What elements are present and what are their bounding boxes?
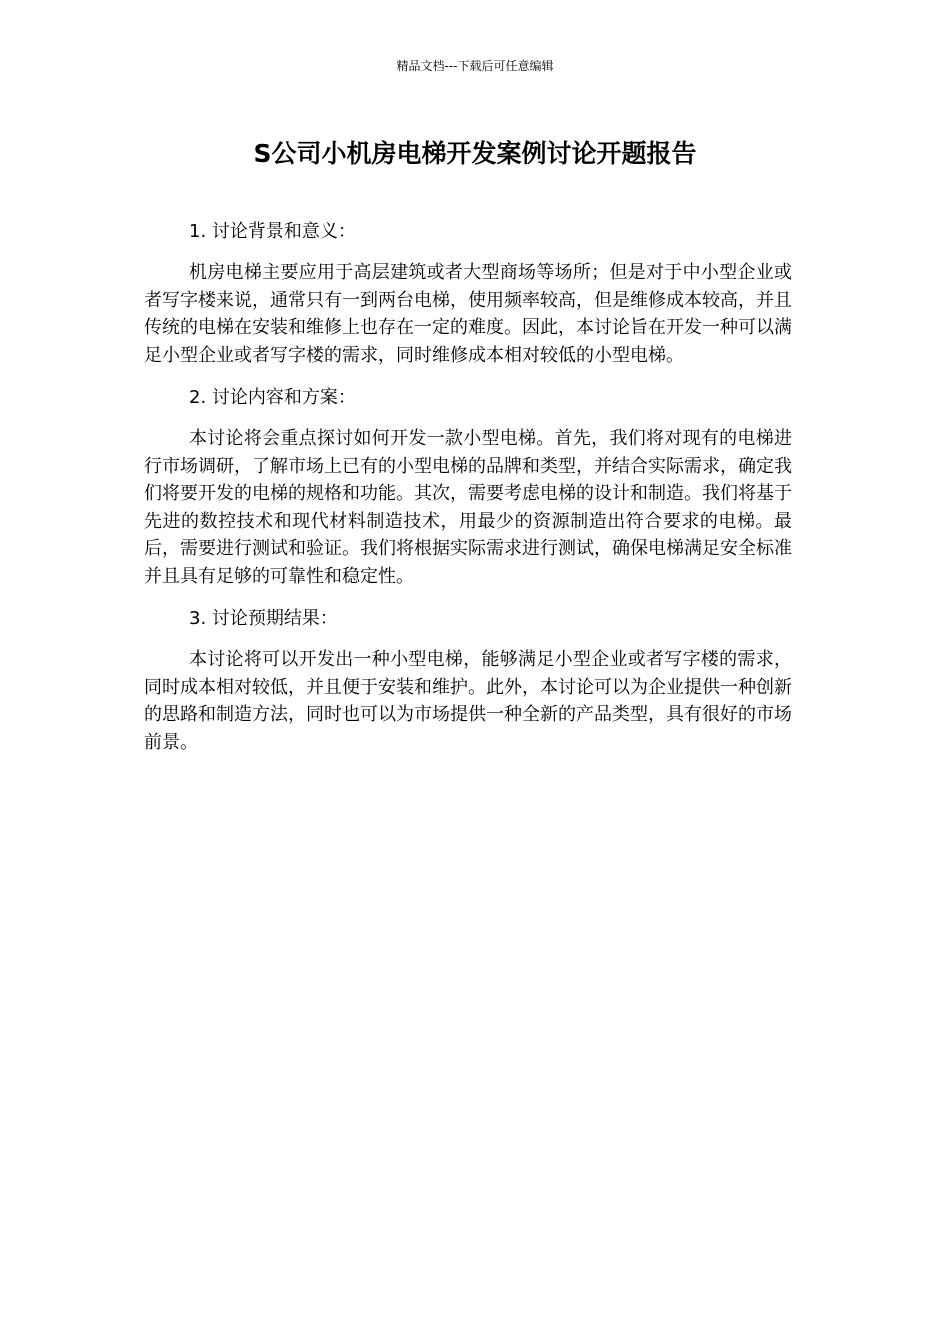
document-title: S公司小机房电梯开发案例讨论开题报告 [253,139,697,168]
section-heading-background: 1. 讨论背景和意义： [189,221,356,242]
section-paragraph-results: 本讨论将可以开发出一种小型电梯，能够满足小型企业或者写字楼的需求，同时成本相对较低，并且便于安装和维护。此外，本讨论可以为企业提供一种创新的思路和制造方法，同时也可以为市场提供一种全新的产品类型，具有很好的市场前景。 [144,649,792,753]
section-paragraph-background: 机房电梯主要应用于高层建筑或者大型商场等场所；但是对于中小型企业或者写字楼来说，通常只有一到两台电梯，使用频率较高，但是维修成本较高，并且传统的电梯在安装和维修上也存在一定的难度。因此，本讨论旨在开发一种可以满足小型企业或者写字楼的需求，同时维修成本相对较低的小型电梯。 [144,262,792,366]
section-heading-content: 2. 讨论内容和方案： [189,387,356,408]
header-note: 精品文档---下载后可任意编辑 [396,59,554,73]
document-body [144,218,792,771]
section-heading-results: 3. 讨论预期结果： [189,608,338,629]
section-paragraph-content: 本讨论将会重点探讨如何开发一款小型电梯。首先，我们将对现有的电梯进行市场调研，了解市场上已有的小型电梯的品牌和类型，并结合实际需求，确定我们将要开发的电梯的规格和功能。其次，需要考虑电梯的设计和制造。我们将基于先进的数控技术和现代材料制造技术，用最少的资源制造出符合要求的电梯。最后，需要进行测试和验证。我们将根据实际需求进行测试，确保电梯满足安全标准并且具有足够的可靠性和稳定性。 [144,428,792,587]
